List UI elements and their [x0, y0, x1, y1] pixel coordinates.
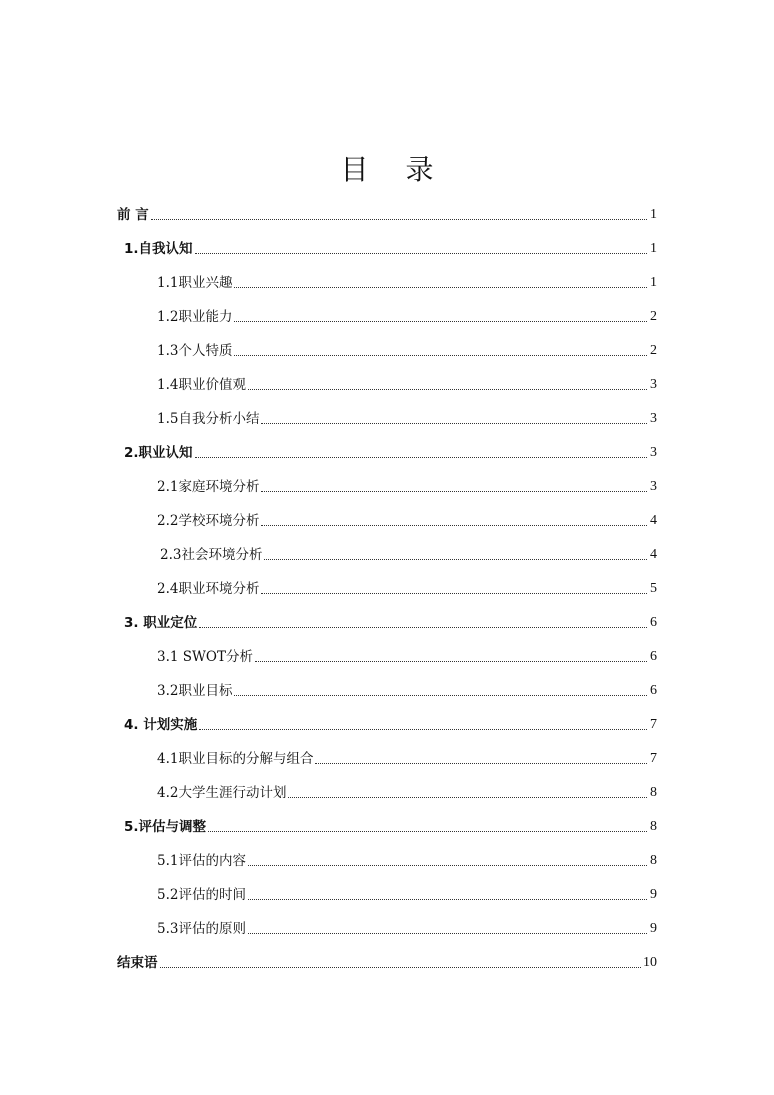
toc-entry-page: 8 — [650, 785, 657, 800]
toc-entry-page: 1 — [650, 207, 657, 222]
toc-entry-page: 6 — [650, 649, 657, 664]
toc-entry-page: 6 — [650, 615, 657, 630]
toc-entry-section-5-3[interactable] — [157, 917, 657, 939]
toc-entry-page: 7 — [650, 751, 657, 766]
toc-entry-chapter-4[interactable] — [124, 713, 657, 735]
toc-entry-section-4-2[interactable] — [157, 781, 657, 803]
toc-entry-label: 5.3评估的原则 — [157, 921, 246, 937]
toc-entry-label: 1.2职业能力 — [157, 309, 233, 325]
toc-entry-page: 1 — [650, 241, 657, 256]
toc-entry-page: 7 — [650, 717, 657, 732]
toc-entry-label: 前 言 — [117, 207, 149, 223]
toc-entry-chapter-1[interactable] — [124, 237, 657, 259]
toc-entry-page: 3 — [650, 411, 657, 426]
toc-entry-section-4-1[interactable] — [157, 747, 657, 769]
toc-entry-section-1-1[interactable] — [157, 271, 657, 293]
toc-entry-label: 1.自我认知 — [124, 241, 193, 257]
dot-leader — [160, 966, 642, 968]
toc-entry-page: 1 — [650, 275, 657, 290]
toc-entry-chapter-3[interactable] — [124, 611, 657, 633]
toc-entry-label: 5.2评估的时间 — [157, 887, 246, 903]
toc-entry-label: 4.1职业目标的分解与组合 — [157, 751, 314, 767]
dot-leader — [151, 218, 647, 220]
toc-entry-label: 2.3社会环境分析 — [160, 547, 263, 563]
toc-entry-label: 1.5自我分析小结 — [157, 411, 260, 427]
toc-entry-section-1-3[interactable] — [157, 339, 657, 361]
dot-leader — [261, 524, 647, 526]
toc-entry-section-5-1[interactable] — [157, 849, 657, 871]
dot-leader — [208, 830, 647, 832]
dot-leader — [234, 694, 647, 696]
toc-entry-label: 1.4职业价值观 — [157, 377, 246, 393]
toc-entry-page: 8 — [650, 819, 657, 834]
toc-entry-section-3-1[interactable] — [157, 645, 657, 667]
toc-entry-preface[interactable] — [117, 203, 657, 225]
dot-leader — [264, 558, 647, 560]
toc-entry-section-2-3[interactable] — [160, 543, 657, 565]
toc-entry-label: 1.1职业兴趣 — [157, 275, 233, 291]
toc-entry-page: 2 — [650, 309, 657, 324]
dot-leader — [199, 626, 647, 628]
dot-leader — [195, 456, 647, 458]
toc-entry-page: 9 — [650, 921, 657, 936]
toc-entry-section-1-5[interactable] — [157, 407, 657, 429]
dot-leader — [255, 660, 647, 662]
toc-entry-section-3-2[interactable] — [157, 679, 657, 701]
toc-entry-section-1-2[interactable] — [157, 305, 657, 327]
dot-leader — [234, 354, 647, 356]
dot-leader — [261, 422, 647, 424]
toc-entry-section-1-4[interactable] — [157, 373, 657, 395]
dot-leader — [248, 898, 647, 900]
toc-entry-page: 8 — [650, 853, 657, 868]
toc-entry-section-5-2[interactable] — [157, 883, 657, 905]
toc-entry-label: 5.1评估的内容 — [157, 853, 246, 869]
toc-entry-page: 3 — [650, 479, 657, 494]
dot-leader — [288, 796, 647, 798]
toc-entry-page: 4 — [650, 513, 657, 528]
dot-leader — [199, 728, 647, 730]
dot-leader — [315, 762, 647, 764]
toc-entry-chapter-2[interactable] — [124, 441, 657, 463]
toc-entry-page: 10 — [643, 955, 657, 970]
toc-entry-label: 4.2大学生涯行动计划 — [157, 785, 287, 801]
toc-entry-label: 2.2学校环境分析 — [157, 513, 260, 529]
toc-entry-conclusion[interactable] — [117, 951, 657, 973]
toc-entry-page: 3 — [650, 377, 657, 392]
dot-leader — [248, 932, 647, 934]
dot-leader — [195, 252, 647, 254]
dot-leader — [261, 490, 647, 492]
toc-entry-label: 3.2职业目标 — [157, 683, 233, 699]
toc-entry-page: 2 — [650, 343, 657, 358]
toc-entry-label: 3.1 SWOT分析 — [157, 649, 253, 665]
toc-entry-label: 5.评估与调整 — [124, 819, 207, 835]
toc-entry-section-2-2[interactable] — [157, 509, 657, 531]
toc-entry-label: 4. 计划实施 — [124, 717, 198, 733]
toc-entry-page: 5 — [650, 581, 657, 596]
toc-entry-section-2-4[interactable] — [157, 577, 657, 599]
toc-entry-page: 3 — [650, 445, 657, 460]
toc-entry-label: 2.1家庭环境分析 — [157, 479, 260, 495]
toc-entry-label: 1.3个人特质 — [157, 343, 233, 359]
toc-entry-page: 4 — [650, 547, 657, 562]
dot-leader — [234, 320, 647, 322]
toc-entry-chapter-5[interactable] — [124, 815, 657, 837]
page-title: 目 录 — [340, 153, 448, 186]
toc-entry-label: 2.4职业环境分析 — [157, 581, 260, 597]
dot-leader — [234, 286, 647, 288]
toc-entry-section-2-1[interactable] — [157, 475, 657, 497]
dot-leader — [248, 388, 647, 390]
dot-leader — [248, 864, 647, 866]
toc-entry-label: 2.职业认知 — [124, 445, 193, 461]
toc-entry-page: 9 — [650, 887, 657, 902]
toc-entry-label: 结束语 — [117, 955, 158, 971]
dot-leader — [261, 592, 647, 594]
toc-entry-page: 6 — [650, 683, 657, 698]
toc-entry-label: 3. 职业定位 — [124, 615, 198, 631]
